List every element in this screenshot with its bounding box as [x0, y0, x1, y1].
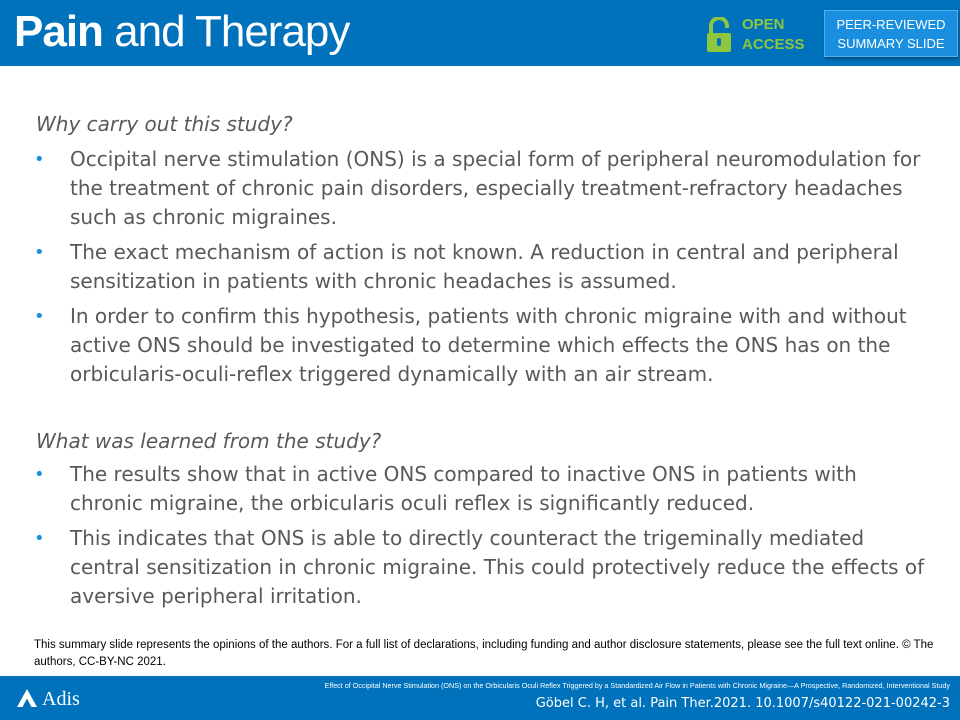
- list-item: [0, 524, 960, 611]
- bullet-dot: •: [34, 306, 45, 327]
- bullet-dot: •: [34, 464, 45, 485]
- journal-title-rest: and Therapy: [102, 7, 350, 56]
- adis-logo: [16, 686, 96, 712]
- list-item: [0, 302, 960, 389]
- bullet-dot: •: [34, 242, 45, 263]
- list-item: [0, 460, 960, 518]
- bullet-dot: •: [34, 528, 45, 549]
- bullet-text: The results show that in active ONS compared to inactive ONS in patients with chronic migraine, the orbicularis oculi reflex is significantly reduced.: [70, 462, 857, 515]
- bullet-dot: •: [34, 149, 45, 170]
- journal-title: [14, 6, 349, 58]
- bullet-list-what: [0, 460, 960, 611]
- bullet-list-why: [0, 145, 960, 389]
- bullet-text: In order to confirm this hypothesis, patients with chronic migraine with and without active ONS should be investigated to determine which effects the ONS has on the orbicularis-oculi-reflex triggered dynamically with an air stream.: [70, 304, 907, 386]
- article-title: Effect of Occipital Nerve Stimulation (ONS) on the Orbicularis Oculi Reflex Triggered by a Standardized Air Flow in Patients with Chronic Migraine—A Prospective, Randomized, Interventional Study: [324, 681, 950, 690]
- bullet-text: Occipital nerve stimulation (ONS) is a special form of peripheral neuromodulation for the treatment of chronic pain disorders, especially treatment-refractory headaches such as chronic migraines.: [70, 147, 921, 229]
- open-access-label: OPEN ACCESS: [742, 16, 805, 53]
- footer-bar: [0, 676, 960, 720]
- section-heading-why: Why carry out this study?: [36, 112, 293, 136]
- article-citation: Göbel C. H, et al. Pain Ther.2021. 10.1007/s40122-021-00242-3: [535, 696, 950, 711]
- peer-reviewed-badge: PEER-REVIEWED SUMMARY SLIDE: [824, 10, 958, 57]
- section-heading-what: What was learned from the study?: [36, 429, 382, 453]
- list-item: [0, 238, 960, 296]
- adis-triangle-icon: [16, 688, 38, 708]
- bullet-text: This indicates that ONS is able to directly counteract the trigeminally mediated central sensitization in chronic migraine. This could protectively reduce the effects of aversive peripheral irritation.: [70, 526, 925, 608]
- header-bar: [0, 0, 960, 66]
- open-access-badge: [706, 15, 816, 55]
- bullet-text: The exact mechanism of action is not known. A reduction in central and peripheral sensitization in patients with chronic headaches is assumed.: [70, 240, 899, 293]
- open-lock-icon: [706, 17, 732, 53]
- list-item: [0, 145, 960, 232]
- adis-logo-text: Adis: [42, 688, 80, 710]
- journal-title-bold: Pain: [14, 7, 103, 56]
- disclaimer-text: This summary slide represents the opinions of the authors. For a full list of declarations, including funding and author disclosure statements, please see the full text online. © The authors, CC-BY-NC 2021.: [34, 639, 934, 668]
